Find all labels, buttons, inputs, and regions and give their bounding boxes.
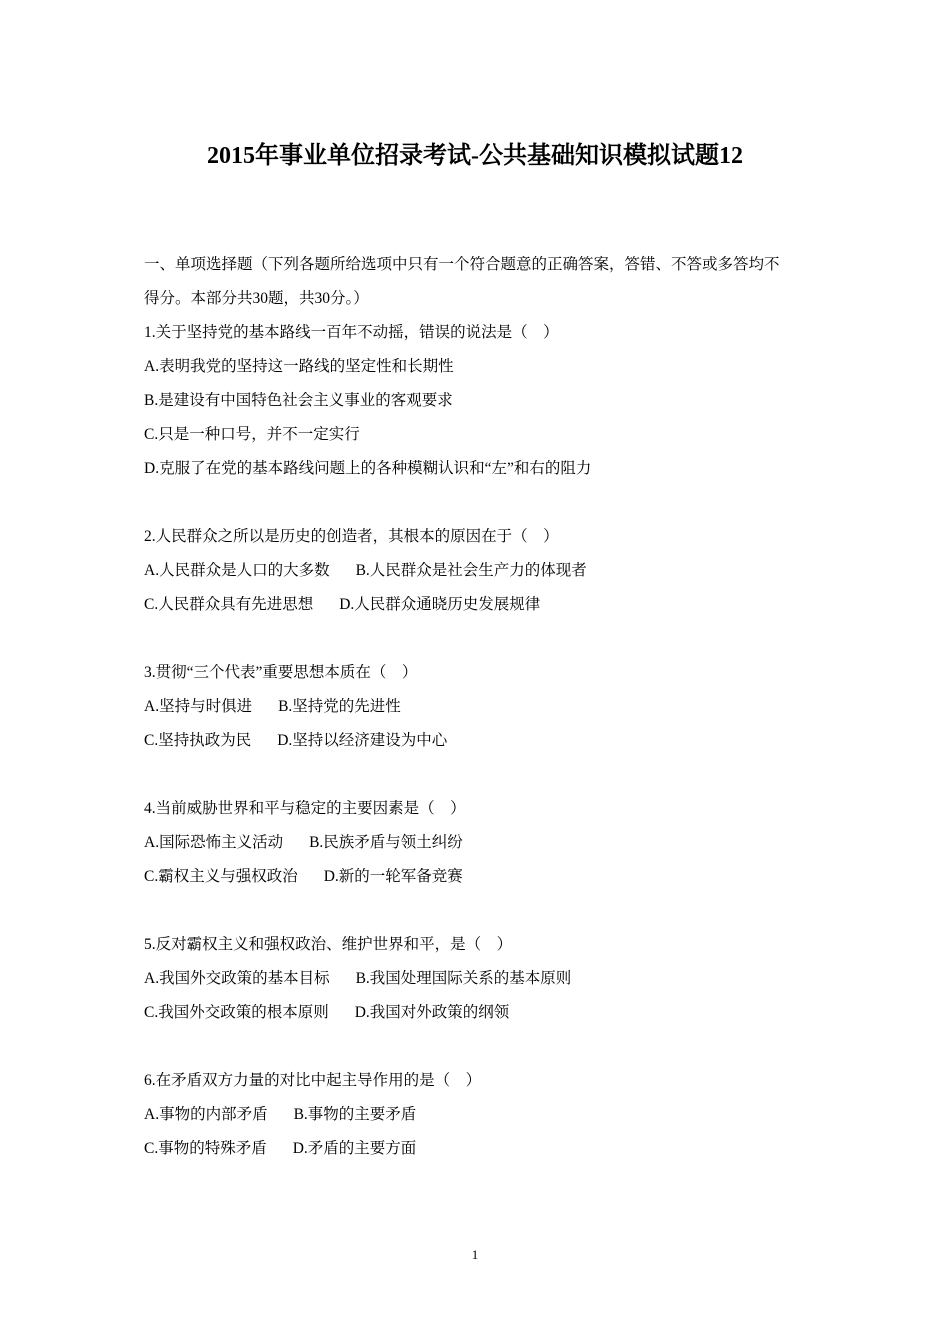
question-2 bbox=[144, 525, 814, 627]
question-stem: 5.反对霸权主义和强权政治、维护世界和平，是（ ） bbox=[144, 936, 513, 953]
option-a: A.我国外交政策的基本目标 bbox=[144, 970, 330, 987]
option-row-ab bbox=[144, 967, 814, 1001]
spacer bbox=[144, 491, 814, 525]
option-c: C.只是一种口号，并不一定实行 bbox=[144, 426, 360, 443]
spacer bbox=[144, 1035, 814, 1069]
option-a: A.国际恐怖主义活动 bbox=[144, 834, 284, 851]
option-c: C.事物的特殊矛盾 bbox=[144, 1140, 267, 1157]
question-6 bbox=[144, 1069, 814, 1171]
option-d: D.新的一轮军备竞赛 bbox=[323, 868, 463, 885]
option-b: B.民族矛盾与领土纠纷 bbox=[309, 834, 463, 851]
option-row-cd bbox=[144, 1137, 814, 1171]
question-stem: 2.人民群众之所以是历史的创造者，其根本的原因在于（ ） bbox=[144, 528, 559, 545]
option-b: B.坚持党的先进性 bbox=[278, 698, 401, 715]
option-d: D.我国对外政策的纲领 bbox=[354, 1004, 510, 1021]
option-a: A.事物的内部矛盾 bbox=[144, 1106, 268, 1123]
option-d: D.克服了在党的基本路线问题上的各种模糊认识和“左”和右的阻力 bbox=[144, 460, 592, 477]
spacer bbox=[144, 763, 814, 797]
option-c: C.人民群众具有先进思想 bbox=[144, 596, 314, 613]
question-stem: 3.贯彻“三个代表”重要思想本质在（ ） bbox=[144, 664, 418, 681]
option-a: A.人民群众是人口的大多数 bbox=[144, 562, 330, 579]
option-row-ab bbox=[144, 1103, 814, 1137]
option-row-ab bbox=[144, 559, 814, 593]
option-a: A.表明我党的坚持这一路线的坚定性和长期性 bbox=[144, 358, 454, 375]
option-row-cd bbox=[144, 1001, 814, 1035]
spacer bbox=[144, 899, 814, 933]
question-stem: 6.在矛盾双方力量的对比中起主导作用的是（ ） bbox=[144, 1072, 482, 1089]
option-a: A.坚持与时俱进 bbox=[144, 698, 253, 715]
option-c: C.坚持执政为民 bbox=[144, 732, 252, 749]
document-title: 2015年事业单位招录考试-公共基础知识模拟试题12 bbox=[207, 143, 743, 169]
page-number: 1 bbox=[471, 1247, 479, 1262]
option-row-ab bbox=[144, 695, 814, 729]
option-d: D.矛盾的主要方面 bbox=[292, 1140, 417, 1157]
question-stem: 4.当前威胁世界和平与稳定的主要因素是（ ） bbox=[144, 800, 466, 817]
question-4 bbox=[144, 797, 814, 899]
option-c: C.霸权主义与强权政治 bbox=[144, 868, 298, 885]
option-row-cd bbox=[144, 865, 814, 899]
option-row-cd bbox=[144, 593, 814, 627]
document-body bbox=[144, 253, 814, 1171]
question-5 bbox=[144, 933, 814, 1035]
spacer bbox=[144, 627, 814, 661]
option-b: B.人民群众是社会生产力的体现者 bbox=[355, 562, 587, 579]
section-instruction-line-2: 得分。本部分共30题，共30分。） bbox=[144, 290, 369, 307]
option-row-cd bbox=[144, 729, 814, 763]
option-b: B.我国处理国际关系的基本原则 bbox=[355, 970, 572, 987]
option-d: D.坚持以经济建设为中心 bbox=[277, 732, 448, 749]
option-row-ab bbox=[144, 831, 814, 865]
question-3 bbox=[144, 661, 814, 763]
option-d: D.人民群众通晓历史发展规律 bbox=[339, 596, 541, 613]
option-c: C.我国外交政策的根本原则 bbox=[144, 1004, 329, 1021]
question-stem: 1.关于坚持党的基本路线一百年不动摇，错误的说法是（ ） bbox=[144, 324, 559, 341]
section-instruction-line-1: 一、单项选择题（下列各题所给选项中只有一个符合题意的正确答案，答错、不答或多答均不 bbox=[144, 256, 780, 273]
option-b: B.事物的主要矛盾 bbox=[293, 1106, 417, 1123]
option-b: B.是建设有中国特色社会主义事业的客观要求 bbox=[144, 392, 453, 409]
question-1 bbox=[144, 321, 814, 491]
